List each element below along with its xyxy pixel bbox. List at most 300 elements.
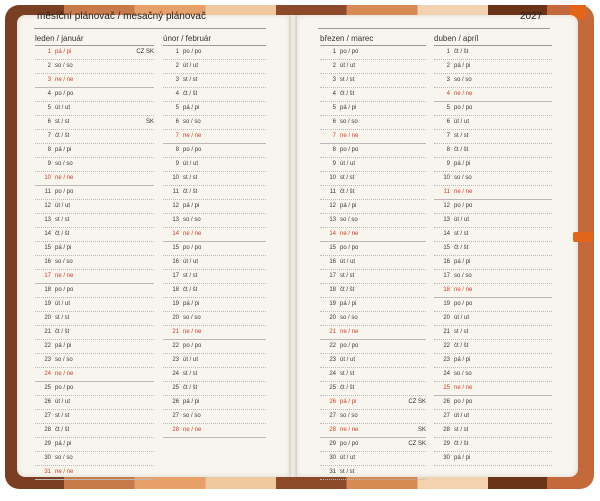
day-number: 25 <box>172 385 179 391</box>
day-number: 17 <box>44 273 51 279</box>
day-number: 11 <box>172 189 179 195</box>
weekday: ne / ne <box>55 273 74 279</box>
weekday: so / so <box>55 259 73 265</box>
day-row <box>163 368 266 382</box>
weekday: čt / št <box>183 385 198 391</box>
day-row <box>434 396 552 410</box>
weekday: ne / ne <box>454 385 473 391</box>
day-number: 25 <box>443 385 450 391</box>
day-number: 16 <box>172 259 179 265</box>
day-row <box>434 354 552 368</box>
day-row <box>163 228 266 242</box>
weekday: pá / pi <box>454 161 471 167</box>
day-number: 29 <box>443 441 450 447</box>
weekday: čt / št <box>55 231 70 237</box>
day-row <box>35 186 154 200</box>
weekday: pá / pi <box>55 441 72 447</box>
day-row <box>434 116 552 130</box>
day-row <box>320 438 426 452</box>
day-row <box>320 424 426 438</box>
day-row <box>434 256 552 270</box>
weekday: čt / št <box>454 49 469 55</box>
weekday: so / so <box>340 217 358 223</box>
day-row <box>434 172 552 186</box>
day-number: 5 <box>446 105 450 111</box>
day-number: 2 <box>175 63 179 69</box>
weekday: čt / št <box>183 91 198 97</box>
day-number: 1 <box>446 49 450 55</box>
weekday: čt / št <box>55 329 70 335</box>
day-number: 23 <box>443 357 450 363</box>
day-number: 13 <box>44 217 51 223</box>
day-number: 12 <box>44 203 51 209</box>
day-number: 26 <box>329 399 336 405</box>
weekday: ne / ne <box>183 231 202 237</box>
day-number: 18 <box>172 287 179 293</box>
day-row <box>434 326 552 340</box>
holiday-note: CZ SK <box>136 49 154 55</box>
day-number: 19 <box>172 301 179 307</box>
day-number: 22 <box>443 343 450 349</box>
day-row <box>163 88 266 102</box>
day-row <box>163 144 266 158</box>
day-number: 4 <box>47 91 51 97</box>
weekday: st / st <box>55 217 70 223</box>
day-row <box>163 312 266 326</box>
weekday: st / st <box>183 273 198 279</box>
day-row <box>320 60 426 74</box>
month-column-march <box>320 32 426 480</box>
weekday: pá / pi <box>454 455 471 461</box>
month-column-april <box>434 32 552 466</box>
day-number: 11 <box>443 189 450 195</box>
day-number: 8 <box>175 147 179 153</box>
weekday: ne / ne <box>340 427 359 433</box>
day-row <box>35 340 154 354</box>
day-row <box>35 102 154 116</box>
month-heading: duben / apríl <box>434 32 552 46</box>
weekday: út / ut <box>183 259 199 265</box>
day-number: 28 <box>329 427 336 433</box>
day-row <box>320 116 426 130</box>
day-row <box>434 46 552 60</box>
day-row <box>320 270 426 284</box>
day-number: 7 <box>175 133 179 139</box>
day-row <box>320 228 426 242</box>
day-row <box>320 410 426 424</box>
day-number: 27 <box>443 413 450 419</box>
weekday: st / st <box>454 329 469 335</box>
day-row <box>434 284 552 298</box>
day-row <box>320 46 426 60</box>
day-row <box>163 354 266 368</box>
weekday: po / po <box>55 189 74 195</box>
weekday: st / st <box>55 413 70 419</box>
day-row <box>163 424 266 438</box>
weekday: pá / pi <box>183 203 200 209</box>
day-row <box>320 256 426 270</box>
weekday: út / ut <box>454 217 470 223</box>
day-row <box>434 410 552 424</box>
day-row <box>35 270 154 284</box>
day-number: 19 <box>329 301 336 307</box>
day-number: 18 <box>44 287 51 293</box>
day-list <box>163 46 266 438</box>
day-row <box>163 186 266 200</box>
day-number: 20 <box>443 315 450 321</box>
day-row <box>35 158 154 172</box>
weekday: čt / št <box>454 441 469 447</box>
day-number: 8 <box>47 147 51 153</box>
day-list <box>320 46 426 480</box>
day-number: 23 <box>44 357 51 363</box>
day-row <box>163 102 266 116</box>
weekday: ne / ne <box>183 133 202 139</box>
weekday: út / ut <box>183 161 199 167</box>
weekday: so / so <box>183 413 201 419</box>
weekday: so / so <box>454 273 472 279</box>
day-number: 29 <box>329 441 336 447</box>
day-row <box>35 396 154 410</box>
weekday: ne / ne <box>340 231 359 237</box>
weekday: út / ut <box>340 455 356 461</box>
day-row <box>434 228 552 242</box>
weekday: po / po <box>340 245 359 251</box>
day-row <box>35 312 154 326</box>
weekday: út / ut <box>55 203 71 209</box>
header-divider <box>318 28 550 29</box>
day-number: 23 <box>329 357 336 363</box>
day-row <box>35 410 154 424</box>
day-number: 31 <box>44 469 51 475</box>
day-number: 3 <box>47 77 51 83</box>
day-row <box>35 172 154 186</box>
day-number: 9 <box>332 161 336 167</box>
day-number: 12 <box>443 203 450 209</box>
day-row <box>434 270 552 284</box>
day-row <box>320 102 426 116</box>
weekday: út / ut <box>55 105 71 111</box>
day-row <box>320 312 426 326</box>
day-number: 13 <box>329 217 336 223</box>
day-number: 21 <box>329 329 336 335</box>
weekday: čt / št <box>454 343 469 349</box>
day-row <box>434 214 552 228</box>
day-row <box>35 214 154 228</box>
day-row <box>434 368 552 382</box>
day-row <box>320 368 426 382</box>
day-number: 24 <box>329 371 336 377</box>
weekday: čt / št <box>340 385 355 391</box>
day-number: 17 <box>172 273 179 279</box>
weekday: pá / pi <box>55 49 72 55</box>
day-row <box>320 284 426 298</box>
weekday: st / st <box>55 315 70 321</box>
day-row <box>163 410 266 424</box>
day-number: 16 <box>443 259 450 265</box>
day-row <box>320 130 426 144</box>
day-number: 7 <box>446 133 450 139</box>
header-divider <box>34 28 266 29</box>
weekday: pá / pi <box>340 399 357 405</box>
day-row <box>434 130 552 144</box>
day-row <box>434 144 552 158</box>
day-number: 26 <box>443 399 450 405</box>
day-number: 20 <box>44 315 51 321</box>
day-row <box>163 382 266 396</box>
day-number: 22 <box>172 343 179 349</box>
weekday: st / st <box>183 77 198 83</box>
day-row <box>35 368 154 382</box>
weekday: čt / št <box>55 133 70 139</box>
day-number: 16 <box>44 259 51 265</box>
month-column-february <box>163 32 266 438</box>
weekday: pá / pi <box>340 301 357 307</box>
day-number: 14 <box>329 231 336 237</box>
day-number: 16 <box>329 259 336 265</box>
day-number: 5 <box>47 105 51 111</box>
day-row <box>35 46 154 60</box>
weekday: čt / št <box>340 189 355 195</box>
weekday: po / po <box>340 441 359 447</box>
day-row <box>320 354 426 368</box>
day-row <box>35 228 154 242</box>
day-list <box>434 46 552 466</box>
weekday: čt / št <box>454 147 469 153</box>
weekday: st / st <box>454 231 469 237</box>
day-number: 2 <box>47 63 51 69</box>
day-row <box>163 396 266 410</box>
day-number: 29 <box>44 441 51 447</box>
day-number: 20 <box>329 315 336 321</box>
day-row <box>320 186 426 200</box>
day-row <box>163 116 266 130</box>
day-row <box>320 200 426 214</box>
day-number: 21 <box>44 329 51 335</box>
holiday-note: SK <box>417 427 426 433</box>
weekday: po / po <box>183 343 202 349</box>
day-number: 5 <box>175 105 179 111</box>
day-number: 1 <box>47 49 51 55</box>
weekday: po / po <box>454 105 473 111</box>
weekday: po / po <box>454 203 473 209</box>
day-row <box>434 186 552 200</box>
weekday: po / po <box>340 49 359 55</box>
weekday: pá / pi <box>183 105 200 111</box>
weekday: so / so <box>55 455 73 461</box>
day-number: 18 <box>443 287 450 293</box>
day-row <box>35 326 154 340</box>
weekday: út / ut <box>183 357 199 363</box>
day-row <box>35 256 154 270</box>
weekday: út / ut <box>454 413 470 419</box>
day-number: 7 <box>332 133 336 139</box>
day-row <box>434 424 552 438</box>
day-row <box>434 158 552 172</box>
day-number: 10 <box>329 175 336 181</box>
day-row <box>320 158 426 172</box>
day-number: 22 <box>44 343 51 349</box>
day-number: 11 <box>44 189 51 195</box>
day-row <box>163 60 266 74</box>
weekday: pá / pi <box>340 105 357 111</box>
weekday: ne / ne <box>340 329 359 335</box>
weekday: út / ut <box>454 119 470 125</box>
month-heading: únor / február <box>163 32 266 46</box>
weekday: st / st <box>183 371 198 377</box>
weekday: ne / ne <box>183 427 202 433</box>
day-row <box>35 116 154 130</box>
month-column-january <box>35 32 154 480</box>
day-row <box>434 242 552 256</box>
weekday: st / st <box>340 273 355 279</box>
weekday: so / so <box>454 77 472 83</box>
day-row <box>434 60 552 74</box>
weekday: čt / št <box>55 427 70 433</box>
weekday: pá / pi <box>55 245 72 251</box>
weekday: pá / pi <box>454 63 471 69</box>
day-row <box>434 200 552 214</box>
weekday: ne / ne <box>55 77 74 83</box>
day-number: 25 <box>44 385 51 391</box>
planner-year: 2027 <box>520 11 543 22</box>
day-number: 18 <box>329 287 336 293</box>
day-row <box>35 424 154 438</box>
weekday: pá / pi <box>340 203 357 209</box>
day-row <box>163 158 266 172</box>
day-number: 25 <box>329 385 336 391</box>
day-row <box>163 172 266 186</box>
day-number: 4 <box>332 91 336 97</box>
day-row <box>320 88 426 102</box>
day-row <box>163 298 266 312</box>
day-number: 12 <box>172 203 179 209</box>
day-number: 21 <box>172 329 179 335</box>
day-number: 14 <box>172 231 179 237</box>
day-row <box>320 214 426 228</box>
day-row <box>35 298 154 312</box>
day-row <box>163 242 266 256</box>
day-number: 1 <box>175 49 179 55</box>
day-number: 31 <box>329 469 336 475</box>
day-number: 2 <box>332 63 336 69</box>
day-number: 10 <box>172 175 179 181</box>
day-number: 30 <box>44 455 51 461</box>
weekday: út / ut <box>340 357 356 363</box>
binding-gutter <box>289 15 297 477</box>
day-number: 30 <box>443 455 450 461</box>
day-row <box>320 452 426 466</box>
weekday: st / st <box>454 427 469 433</box>
day-number: 15 <box>443 245 450 251</box>
weekday: po / po <box>340 343 359 349</box>
day-row <box>320 382 426 396</box>
day-row <box>320 74 426 88</box>
day-row <box>163 74 266 88</box>
day-row <box>35 60 154 74</box>
weekday: pá / pi <box>55 147 72 153</box>
weekday: ne / ne <box>454 91 473 97</box>
weekday: čt / št <box>340 91 355 97</box>
day-number: 17 <box>443 273 450 279</box>
day-row <box>35 354 154 368</box>
day-row <box>35 242 154 256</box>
weekday: út / ut <box>55 399 71 405</box>
weekday: pá / pi <box>454 259 471 265</box>
weekday: po / po <box>183 245 202 251</box>
weekday: čt / št <box>183 287 198 293</box>
day-number: 9 <box>175 161 179 167</box>
weekday: po / po <box>340 147 359 153</box>
day-number: 10 <box>443 175 450 181</box>
day-number: 6 <box>175 119 179 125</box>
day-row <box>320 340 426 354</box>
weekday: po / po <box>454 399 473 405</box>
weekday: po / po <box>55 91 74 97</box>
bookmark-ribbon[interactable] <box>573 232 593 242</box>
holiday-note: CZ SK <box>408 399 426 405</box>
weekday: po / po <box>454 301 473 307</box>
day-row <box>35 284 154 298</box>
day-row <box>35 144 154 158</box>
day-number: 10 <box>44 175 51 181</box>
day-number: 13 <box>172 217 179 223</box>
day-row <box>35 438 154 452</box>
day-row <box>320 242 426 256</box>
day-number: 24 <box>44 371 51 377</box>
day-number: 19 <box>44 301 51 307</box>
day-row <box>320 326 426 340</box>
weekday: st / st <box>55 119 70 125</box>
day-number: 6 <box>47 119 51 125</box>
weekday: ne / ne <box>55 469 74 475</box>
weekday: so / so <box>454 175 472 181</box>
planner-title: měsíční plánovač / mesačný plánovač <box>37 11 206 22</box>
weekday: st / st <box>454 133 469 139</box>
day-number: 26 <box>44 399 51 405</box>
day-row <box>434 74 552 88</box>
day-number: 15 <box>44 245 51 251</box>
day-number: 28 <box>443 427 450 433</box>
day-number: 3 <box>175 77 179 83</box>
weekday: pá / pi <box>454 357 471 363</box>
weekday: ne / ne <box>183 329 202 335</box>
day-row <box>163 326 266 340</box>
day-row <box>163 284 266 298</box>
day-number: 15 <box>329 245 336 251</box>
day-number: 27 <box>44 413 51 419</box>
day-number: 3 <box>332 77 336 83</box>
day-row <box>163 340 266 354</box>
weekday: ne / ne <box>55 175 74 181</box>
day-row <box>434 340 552 354</box>
day-number: 22 <box>329 343 336 349</box>
weekday: st / st <box>340 371 355 377</box>
month-heading: březen / marec <box>320 32 426 46</box>
weekday: po / po <box>55 385 74 391</box>
day-number: 9 <box>47 161 51 167</box>
day-number: 11 <box>329 189 336 195</box>
weekday: čt / št <box>183 189 198 195</box>
day-number: 24 <box>443 371 450 377</box>
weekday: po / po <box>183 147 202 153</box>
day-row <box>163 214 266 228</box>
day-row <box>163 200 266 214</box>
day-row <box>320 144 426 158</box>
day-row <box>320 466 426 480</box>
day-number: 15 <box>172 245 179 251</box>
day-number: 1 <box>332 49 336 55</box>
